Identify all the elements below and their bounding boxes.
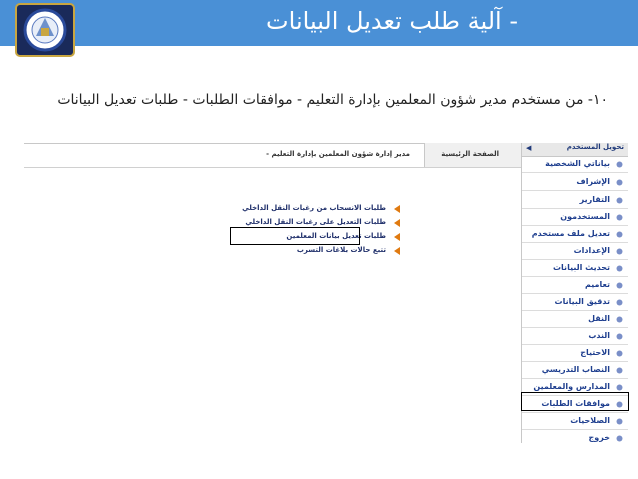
- sidebar-item-edit-user-file[interactable]: [522, 227, 628, 243]
- bullet-icon: [615, 196, 624, 205]
- tab-home[interactable]: [424, 143, 522, 167]
- bullet-icon: [615, 417, 624, 426]
- sidebar-item-transfer[interactable]: [522, 312, 628, 328]
- slide-subtitle: ١٠- من مستخدم مدير شؤون المعلمين بإدارة التعليم - موافقات الطلبات - طلبات تعديل البيانات: [57, 92, 608, 108]
- sidebar-item-logout[interactable]: [522, 431, 628, 447]
- link-label: تتبع حالات بلاغات التسرب: [296, 246, 386, 254]
- bullet-icon: [615, 213, 624, 222]
- sidebar-item-label: بياناتي الشخصية: [545, 159, 610, 168]
- sidebar-item-label: الصلاحيات: [570, 416, 610, 425]
- sidebar-item-profile[interactable]: [522, 157, 628, 173]
- tab-home-label: الصفحة الرئيسية: [441, 150, 499, 158]
- sidebar-item-label: تعديل ملف مستخدم: [531, 229, 610, 238]
- link-label: طلبات الانسحاب من رغبات النقل الداخلي: [242, 204, 386, 212]
- triangle-left-icon: [394, 247, 400, 255]
- bullet-icon: [615, 315, 624, 324]
- bullet-icon: [615, 160, 624, 169]
- sidebar-item-update-data[interactable]: [522, 261, 628, 277]
- sidebar-item-label: الإشراف: [576, 177, 610, 186]
- sidebar-item-circulars[interactable]: [522, 278, 628, 294]
- sidebar-item-label: تحديث البيانات: [553, 263, 610, 272]
- sidebar-item-permissions[interactable]: [522, 414, 628, 430]
- bullet-icon: [615, 178, 624, 187]
- highlight-teacher-data-edit: [230, 227, 360, 245]
- sidebar-item-label: المدارس والمعلمين: [533, 382, 610, 391]
- triangle-left-icon: [394, 233, 400, 241]
- tab-bar: [24, 143, 522, 168]
- link-label: طلبات التعديل على رغبات النقل الداخلي: [245, 218, 386, 226]
- bullet-icon: [615, 281, 624, 290]
- sidebar-header[interactable]: [522, 143, 628, 157]
- highlight-request-approvals: [521, 392, 629, 411]
- sidebar-item-users[interactable]: [522, 210, 628, 226]
- sidebar-item-label: المستخدمون: [560, 212, 610, 221]
- link-label: طلبات تعديل بيانات المعلمين: [286, 232, 386, 240]
- sidebar-item-label: تعاميم: [584, 280, 610, 289]
- sidebar-item-label: النقل: [588, 314, 610, 323]
- sidebar-item-needs[interactable]: [522, 346, 628, 362]
- bullet-icon: [615, 383, 624, 392]
- bullet-icon: [615, 349, 624, 358]
- sidebar-item-label: موافقات الطلبات: [541, 399, 610, 408]
- sidebar-item-label: التقارير: [579, 195, 610, 204]
- slide-title-bar: [0, 0, 638, 46]
- app-window: [24, 143, 628, 459]
- bullet-icon: [615, 434, 624, 443]
- link-dropout-reports-tracking[interactable]: [220, 245, 400, 259]
- slide-title: - آلية طلب تعديل البيانات: [266, 7, 518, 35]
- sidebar-item-assignment[interactable]: [522, 329, 628, 345]
- bullet-icon: [615, 230, 624, 239]
- triangle-left-icon: [394, 205, 400, 213]
- sidebar-item-label: النصاب التدريسي: [541, 365, 610, 374]
- triangle-left-icon: [394, 219, 400, 227]
- sidebar-item-label: الاحتياج: [580, 348, 610, 357]
- ministry-logo: [14, 2, 76, 58]
- sidebar-item-label: الندب: [588, 331, 610, 340]
- breadcrumb: مدير إدارة شؤون المعلمين بإدارة التعليم -: [266, 150, 410, 158]
- sidebar-item-audit-data[interactable]: [522, 295, 628, 311]
- switch-user-label: تحويل المستخدم: [566, 143, 624, 151]
- sidebar-item-reports[interactable]: [522, 193, 628, 209]
- sidebar-item-label: خروج: [588, 433, 610, 442]
- bullet-icon: [615, 332, 624, 341]
- link-transfer-withdrawal-requests[interactable]: [220, 203, 400, 217]
- sidebar-item-settings[interactable]: [522, 244, 628, 260]
- bullet-icon: [615, 298, 624, 307]
- bullet-icon: [615, 247, 624, 256]
- bullet-icon: [615, 366, 624, 375]
- sidebar-item-label: الإعدادات: [573, 246, 610, 255]
- triangle-left-icon: ◀: [526, 144, 532, 152]
- sidebar-item-label: تدقيق البيانات: [554, 297, 610, 306]
- sidebar-item-teaching-load[interactable]: [522, 363, 628, 379]
- sidebar-item-supervision[interactable]: [522, 175, 628, 191]
- bullet-icon: [615, 264, 624, 273]
